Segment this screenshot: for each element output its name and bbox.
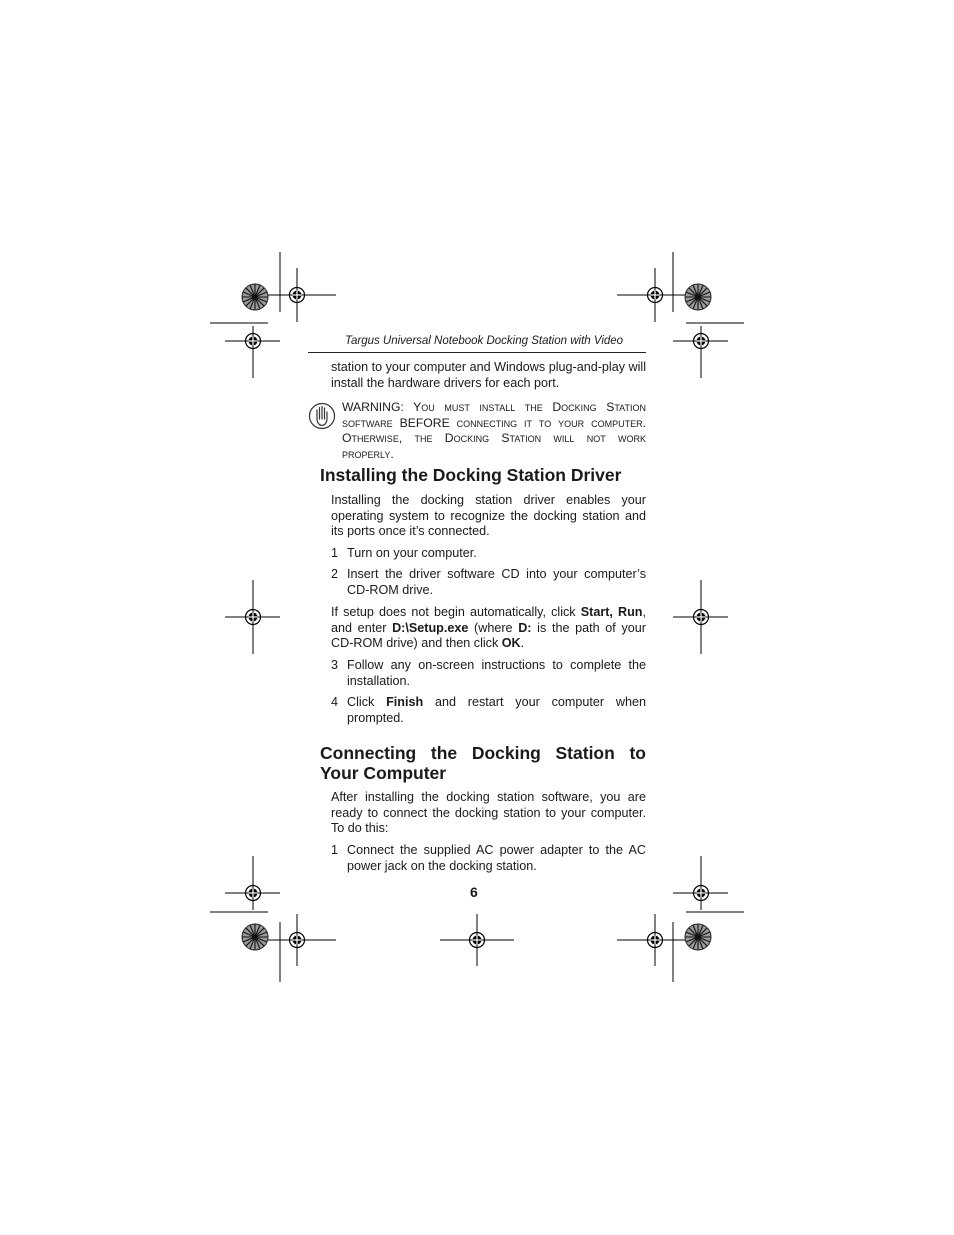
list-number: 2 [331,567,339,581]
list-number: 3 [331,658,339,672]
raised-hand-icon [308,400,336,432]
list-text: Follow any on-screen instructions to complete the installation. [347,658,646,688]
list-text: Connect the supplied AC power adapter to the AC power jack on the docking station. [347,843,646,873]
color-starburst-mark [242,924,268,950]
section1-intro: Installing the docking station driver enables your operating system to recognize the docking station and its ports once it’s connected. [331,493,646,539]
list-number: 1 [331,843,339,857]
list-text: Turn on your computer. [347,546,477,560]
color-starburst-mark [685,924,711,950]
color-starburst-mark [685,284,711,310]
list-text: Insert the driver software CD into your computer’s CD-ROM drive. [347,567,646,597]
running-header: Targus Universal Notebook Docking Station with Video [345,335,624,347]
header-rule [308,352,646,353]
section-heading-connecting: Connecting the Docking Station to Your Computer [320,743,646,783]
warning-note: WARNING: You must install the Docking Station software BEFORE connecting it to your computer. Otherwise, the Docking Station will not work properly. [342,400,646,461]
section-heading-installing-driver: Installing the Docking Station Driver [320,465,622,485]
list-number: 4 [331,695,339,709]
color-starburst-mark [242,284,268,310]
list-number: 1 [331,546,339,560]
list-text: Click Finish and restart your computer when prompted. [347,695,646,725]
intro-paragraph: station to your computer and Windows plug-and-play will install the hardware drivers for each port. [331,360,646,390]
section2-intro: After installing the docking station software, you are ready to connect the docking station to your computer. To do this: [331,790,646,836]
page-number: 6 [470,884,478,900]
setup-note-paragraph: If setup does not begin automatically, click Start, Run, and enter D:\Setup.exe (where D: is the path of your CD-ROM drive) and then click OK. [331,605,646,651]
